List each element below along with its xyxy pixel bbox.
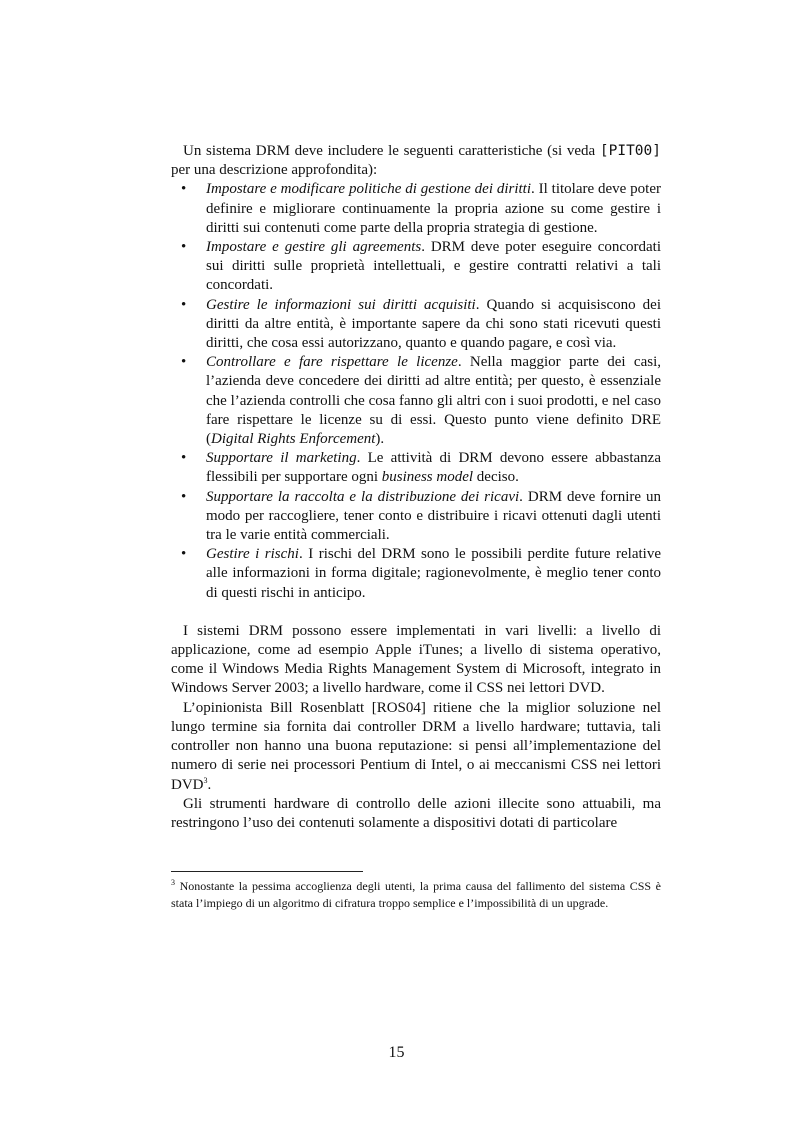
list-item: [171, 449, 661, 487]
list-item-text: . Il titolare deve poter definire e migliorare continuamente la propria azione su come gestire i diritti sui contenuti come parte della propria strategia di gestione.: [206, 181, 661, 236]
bullet-icon: •: [181, 296, 187, 313]
intro-paragraph: [171, 142, 661, 180]
paragraph-drm-levels: I sistemi DRM possono essere implementati in vari livelli: a livello di applicazione, come ad esempio Apple iTunes; a livello di sistema operativo, come il Windows Media Rights Management System di Microsoft, integrato in Windows Server 2003; a livello hardware, come il CSS nei lettori DVD.: [171, 622, 661, 697]
list-item-text-end: ).: [375, 431, 385, 448]
bullet-icon: •: [181, 354, 187, 371]
list-item-title: Controllare e fare rispettare le licenze: [206, 354, 458, 371]
list-item: [171, 545, 661, 603]
list-item-text: . Quando si acquisiscono dei diritti da altre entità, è importante sapere da chi sono stati ricevuti questi diritti, che cosa essi autorizzano, quanto e quando pagare, e così via.: [206, 296, 661, 352]
list-item-italic-term: business model: [381, 469, 474, 486]
citation-pit00: [PIT00]: [599, 143, 661, 159]
list-item-title: Impostare e modificare politiche di gestione dei diritti: [206, 181, 532, 198]
list-item-text: . I rischi del DRM sono le possibili perdite future relative alle informazioni in forma digitale; ragionevolmente, è meglio tener conto di questi rischi in anticipo.: [206, 546, 662, 601]
footnote-divider: [171, 871, 363, 872]
list-item: [171, 296, 661, 354]
footnote-mark: 3: [171, 878, 175, 887]
paragraph-rosenblatt-text: L’opinionista Bill Rosenblatt [ROS04] ritiene che la miglior soluzione nel lungo termine sia fornita dai controller DRM a livello hardware; tuttavia, tali controller non hanno una buona reputazione: si pensi all’implementazione del numero di serie nei processori Pentium di Intel, o ai meccanismi CSS nei lettori DVD: [171, 699, 661, 793]
list-item-italic-term: Digital Rights Enforcement: [211, 431, 376, 448]
list-item-text: . DRM deve fornire un modo per raccogliere, tener conto e distribuire i ricavi ottenuti dagli utenti tra le varie entità commerciali.: [206, 488, 661, 544]
list-item-text: . Le attività di DRM devono essere abbastanza flessibili per supportare ogni: [206, 450, 661, 486]
paragraph-rosenblatt-end: .: [207, 776, 212, 793]
body-text: [171, 142, 661, 833]
list-item-title: Gestire le informazioni sui diritti acquisiti: [206, 296, 476, 313]
bullet-icon: •: [181, 546, 187, 563]
list-item: [171, 180, 661, 238]
bullet-icon: •: [181, 239, 187, 256]
paragraph-rosenblatt: [171, 699, 661, 795]
paragraph-gap: [171, 603, 661, 622]
list-item: [171, 238, 661, 296]
list-item-title: Impostare e gestire gli agreements: [206, 239, 422, 256]
footnote-reference[interactable]: 3: [203, 775, 208, 785]
list-item-text: . Nella maggior parte dei casi, l’azienda deve concedere dei diritti ad altre entità; per questo, è essenziale che l’azienda controlli che cosa fanno gli altri con i suoi prodotti, e nel caso fare rispettare le licenze su di essi. Questo punto viene definito DRE (: [206, 354, 661, 448]
list-item-title: Gestire i rischi: [206, 546, 299, 563]
bullet-icon: •: [181, 450, 187, 467]
list-item-text-end: deciso.: [473, 469, 519, 486]
list-item: [171, 353, 661, 449]
intro-text: Un sistema DRM deve includere le seguenti caratteristiche (si veda: [183, 143, 600, 159]
paragraph-hardware-tools: Gli strumenti hardware di controllo delle azioni illecite sono attuabili, ma restringono l’uso dei contenuti solamente a dispositivi dotati di particolare: [171, 795, 661, 831]
feature-list: [171, 180, 661, 602]
page-number: 15: [388, 1044, 405, 1061]
bullet-icon: •: [181, 488, 187, 505]
list-item: [171, 488, 661, 546]
footnote-text: Nonostante la pessima accoglienza degli utenti, la prima causa del fallimento del sistema CSS è stata l’impiego di un algoritmo di cifratura troppo semplice e l’impossibilità di un upgrade.: [171, 879, 661, 910]
list-item-title: Supportare la raccolta e la distribuzione dei ricavi: [206, 488, 520, 505]
footnote: [171, 878, 661, 911]
list-item-text: . DRM deve poter eseguire concordati sui diritti sulle proprietà intellettuali, e gestire contratti relativi a tali concordati.: [206, 239, 662, 294]
list-item-title: Supportare il marketing: [206, 450, 357, 467]
bullet-icon: •: [181, 181, 187, 198]
intro-text-end: per una descrizione approfondita):: [171, 162, 378, 179]
